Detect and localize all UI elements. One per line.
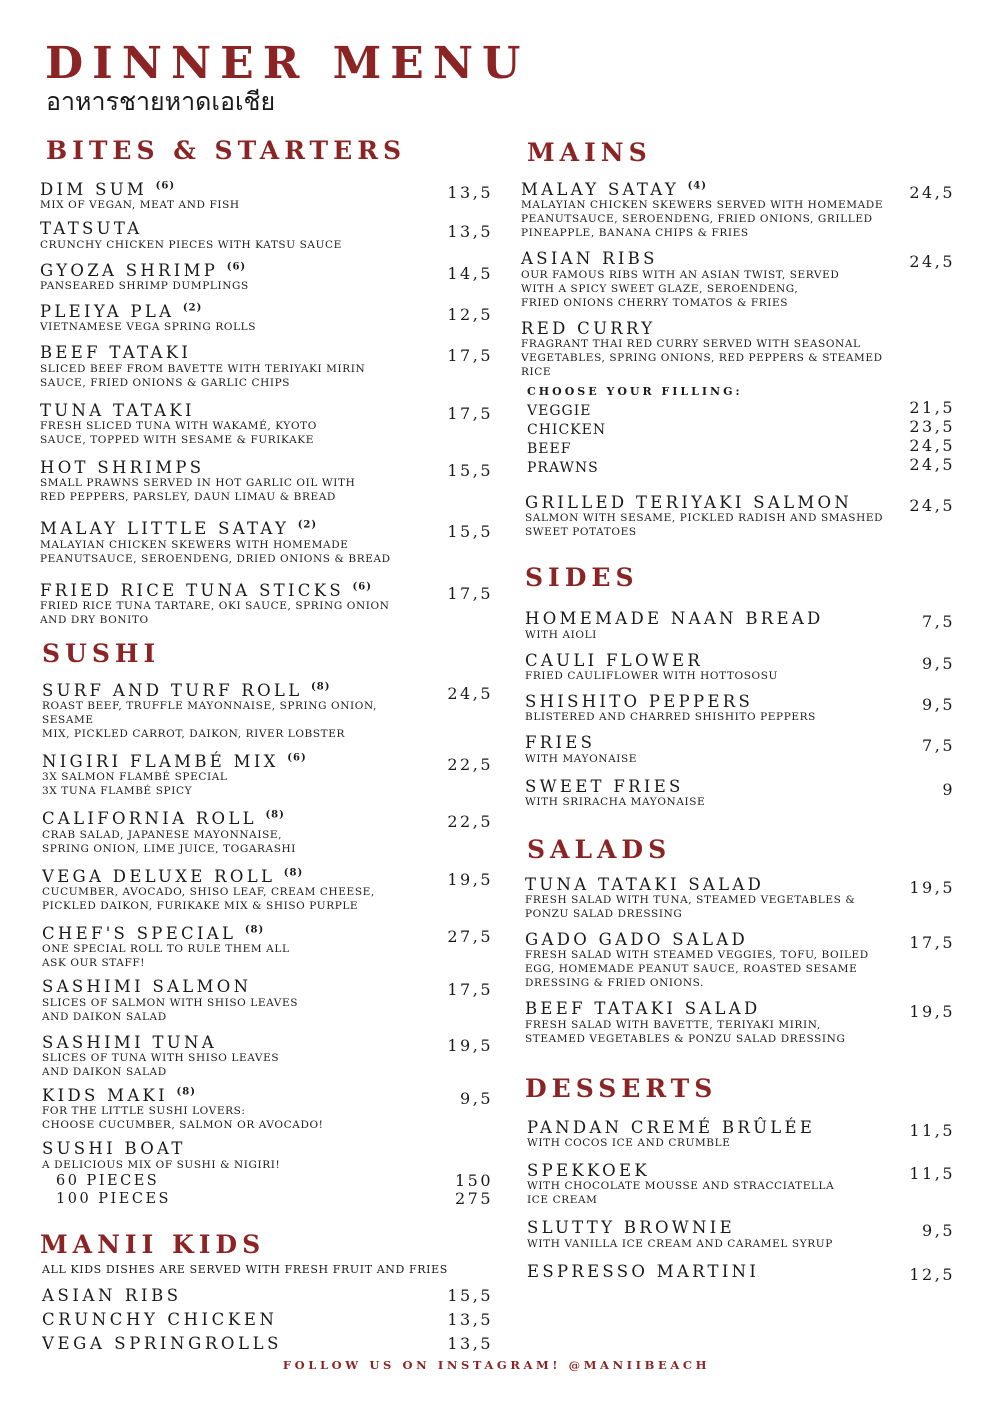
item-price: 11,5 [909,1120,955,1140]
filling-label: CHICKEN [527,421,607,438]
item-name [527,1263,957,1280]
item-description: SWEET POTATOES [525,526,637,539]
item-description: WITH SRIRACHA MAYONAISE [525,795,706,808]
item-name [525,931,957,948]
item-name [42,753,495,770]
item-name [525,734,957,751]
item-description: SLICES OF SALMON WITH SHISO LEAVES [42,996,299,1009]
menu-item [521,250,957,309]
item-quantity: (8) [244,924,265,936]
menu-item [42,868,495,913]
filling-price: 24,5 [909,435,955,455]
filling-list [527,397,957,478]
item-price: 22,5 [447,812,493,832]
item-description: FRIED ONIONS CHERRY TOMATOS & FRIES [521,296,789,309]
item-price: 22,5 [447,755,493,775]
item-name-text: PLEIYA PLA [40,301,175,321]
item-quantity: (6) [287,752,307,764]
section-desserts [521,1073,957,1284]
item-price: 13,5 [447,222,493,242]
menu-item [527,1119,957,1150]
kids-item [42,1308,495,1332]
item-quantity: (8) [283,867,304,879]
item-name [40,303,495,320]
item-name [525,610,957,627]
menu-item [40,262,495,293]
menu-item [40,303,495,334]
menu-title: DINNER MENU [45,38,530,89]
item-price: 19,5 [447,869,493,889]
item-name [40,402,495,419]
menu-item [40,402,495,447]
item-price: 9,5 [922,1221,955,1241]
item-description: VEGETABLES, SPRING ONIONS, RED PEPPERS & STEAMED [521,351,883,364]
item-description: FRESH SALAD WITH STEAMED VEGGIES, TOFU, BOILED [525,949,869,962]
filling-heading: CHOOSE YOUR FILLING: [527,384,743,398]
item-quantity: (8) [311,681,331,693]
item-description: PEANUTSAUCE, SEROENDENG, FRIED ONIONS, GRILLED [521,213,873,226]
item-price: 9 [942,779,955,799]
item-price: 24,5 [909,495,955,515]
item-name [42,978,495,995]
item-name-text: SWEET FRIES [525,776,684,796]
item-name [525,652,957,669]
menu-item [521,320,957,379]
item-name [40,262,495,279]
section-heading: SUSHI [42,638,161,668]
item-name-text: SLUTTY BROWNIE [527,1218,735,1238]
item-name [40,220,495,237]
section-heading: MANII KIDS [40,1229,266,1259]
item-name [42,925,495,942]
menu-item [525,876,957,921]
item-price: 27,5 [447,927,493,947]
item-name: ASIAN RIBS [42,1285,182,1305]
item-description: AND DRY BONITO [40,613,149,626]
item-name [527,1119,957,1136]
item-price: 12,5 [909,1264,955,1284]
filling-price: 23,5 [909,416,955,436]
item-description: AND DAIKON SALAD [42,1010,167,1023]
item-description: ONE SPECIAL ROLL TO RULE THEM ALL [42,943,290,956]
item-description: SMALL PRAWNS SERVED IN HOT GARLIC OIL WITH [40,477,356,490]
item-description: VIETNAMESE VEGA SPRING ROLLS [40,321,257,334]
item-description: FRESH SALAD WITH BAVETTE, TERIYAKI MIRIN, [525,1018,821,1031]
item-description: WITH AIOLI [525,628,597,641]
kids-item [42,1332,495,1356]
item-description: EGG, HOMEMADE PEANUT SAUCE, ROASTED SESAME [525,963,858,976]
item-name-text: CALIFORNIA ROLL [42,809,257,829]
item-price: 7,5 [922,736,955,756]
boat-option [42,1172,495,1190]
section-salads [521,834,957,1046]
menu-item [40,520,495,565]
item-quantity: (2) [182,302,203,314]
item-name-text: BEEF TATAKI [40,343,192,363]
menu-item [42,1034,495,1079]
option-price: 275 [454,1188,493,1208]
item-description: PONZU SALAD DRESSING [525,908,683,921]
filling-label: VEGGIE [527,402,592,419]
item-description: FRIED RICE TUNA TARTARE, OKI SAUCE, SPRING ONION [40,599,390,612]
menu-item [40,459,495,504]
item-description: CRAB SALAD, JAPANESE MAYONNAISE, [42,828,283,841]
menu-item [527,1219,957,1250]
menu-item [525,610,957,641]
item-description: SPRING ONION, LIME JUICE, TOGARASHI [42,842,296,855]
item-name-text: SASHIMI SALMON [42,977,252,997]
menu-item [40,582,495,627]
item-name [521,250,957,267]
item-description: PEANUTSAUCE, SEROENDENG, DRIED ONIONS & BREAD [40,552,391,565]
item-description: CUCUMBER, AVOCADO, SHISO LEAF, CREAM CHEESE, [42,886,375,899]
filling-price: 24,5 [909,454,955,474]
item-price: 13,5 [447,183,493,202]
item-quantity: (2) [297,519,318,531]
menu-item-teriyaki-salmon [525,494,957,539]
item-description: WITH MAYONAISE [525,752,638,765]
item-name [525,778,957,795]
item-name [525,1000,957,1017]
item-description: DRESSING & FRIED ONIONS. [525,977,704,990]
section-heading: BITES & STARTERS [46,136,407,165]
item-description: SAUCE, TOPPED WITH SESAME & FURIKAKE [40,433,314,446]
item-price: 7,5 [922,612,955,632]
menu-item [42,810,495,855]
item-description: RICE [521,365,552,378]
item-description: FOR THE LITTLE SUSHI LOVERS: [42,1105,246,1118]
item-description: WITH VANILLA ICE CREAM AND CARAMEL SYRUP [527,1237,833,1250]
item-name-text: SPEKKOEK [527,1161,650,1181]
item-name: GRILLED TERIYAKI SALMON [525,492,853,512]
item-price: 13,5 [447,1333,493,1353]
item-description: MALAYIAN CHICKEN SKEWERS SERVED WITH HOMEMADE [521,199,884,212]
item-name-text: HOT SHRIMPS [40,457,205,477]
item-name [40,582,495,599]
item-quantity: (6) [226,261,247,273]
item-name-text: NIGIRI FLAMBÉ MIX [42,752,279,772]
item-description: 3X TUNA FLAMBÉ SPICY [42,785,193,798]
item-description: FRAGRANT THAI RED CURRY SERVED WITH SEASONAL [521,337,861,350]
item-description: BLISTERED AND CHARRED SHISHITO PEPPERS [525,711,816,724]
menu-item [42,682,495,741]
item-quantity: (6) [352,581,372,592]
item-name [521,320,957,337]
item-name-text: SURF AND TURF ROLL [42,680,303,700]
menu-item [527,1162,957,1207]
kids-item [42,1284,495,1308]
item-price: 24,5 [909,183,955,202]
item-name-text: HOMEMADE NAAN BREAD [525,609,824,629]
item-price: 14,5 [447,263,493,283]
item-price: 13,5 [447,1309,493,1329]
menu-item [525,778,957,809]
filling-label: BEEF [527,440,572,457]
item-price: 12,5 [447,304,493,324]
item-description: MIX OF VEGAN, MEAT AND FISH [40,199,240,212]
boat-option [42,1190,495,1208]
item-name [40,181,495,198]
item-name [525,876,957,893]
item-price: 17,5 [447,403,493,423]
item-description: FRIED CAULIFLOWER WITH HOTTOSOSU [525,669,778,682]
filling-option [527,435,957,459]
item-description: WITH COCOS ICE AND CRUMBLE [527,1137,731,1150]
item-name [40,520,495,537]
item-description: PANSEARED SHRIMP DUMPLINGS [40,279,249,292]
item-name [525,693,957,710]
item-price: 15,5 [447,460,493,480]
section-heading: SALADS [527,834,672,864]
item-description: ASK OUR STAFF! [42,957,146,970]
section-sides [521,565,957,809]
instagram-footer: FOLLOW US ON INSTAGRAM! @MANIIBEACH [282,1358,711,1372]
item-description: SLICED BEEF FROM BAVETTE WITH TERIYAKI MIRIN [40,362,366,375]
item-name: SUSHI BOAT [42,1139,186,1159]
item-description: SAUCE, FRIED ONIONS & GARLIC CHIPS [40,376,291,389]
item-quantity: (4) [687,180,707,192]
item-price: 9,5 [922,653,955,673]
section-bites [40,138,495,627]
menu-item [42,978,495,1023]
item-price: 9,5 [460,1089,493,1108]
menu-item [42,1087,495,1132]
item-description: WITH A SPICY SWEET GLAZE, SEROENDENG, [521,282,799,295]
item-price: 24,5 [447,683,493,703]
item-price: 24,5 [909,252,955,272]
item-name-text: TATSUTA [40,219,143,239]
item-name-text: RED CURRY [521,318,656,338]
item-name-text: GADO GADO SALAD [525,930,749,950]
menu-subtitle-thai: อาหารชายหาดเอเชีย [46,87,276,116]
menu-item [40,220,495,251]
left-column [40,138,495,1356]
item-description: CRUNCHY CHICKEN PIECES WITH KATSU SAUCE [40,238,342,251]
item-description: STEAMED VEGETABLES & PONZU SALAD DRESSING [525,1032,846,1045]
item-description: RED PEPPERS, PARSLEY, DAUN LIMAU & BREAD [40,491,336,504]
item-name-text: VEGA DELUXE ROLL [42,866,276,886]
section-mains [521,140,957,539]
item-price: 17,5 [447,346,493,366]
item-price: 17,5 [447,583,493,603]
item-description: PICKLED DAIKON, FURIKAKE MIX & SHISO PURPLE [42,900,359,913]
menu-item [42,925,495,970]
item-name [42,1087,495,1104]
kids-note: ALL KIDS DISHES ARE SERVED WITH FRESH FRUIT AND FRIES [42,1262,448,1276]
item-name-text: SASHIMI TUNA [42,1032,217,1052]
item-description: MALAYIAN CHICKEN SKEWERS WITH HOMEMADE [40,538,349,551]
section-kids [40,1229,495,1356]
item-name-text: TUNA TATAKI SALAD [525,874,765,894]
item-description: ROAST BEEF, TRUFFLE MAYONNAISE, SPRING ONION, SESAME [42,700,378,727]
section-sushi [40,638,495,1208]
filling-price: 21,5 [909,397,955,417]
menu-item [521,181,957,240]
item-price: 19,5 [909,877,955,897]
menu-item [525,693,957,724]
item-name [521,181,957,198]
item-name-text: PANDAN CREMÉ BRÛLÉE [527,1117,816,1137]
item-description: WITH CHOCOLATE MOUSSE AND STRACCIATELLA [527,1180,835,1193]
item-name-text: ASIAN RIBS [521,249,658,269]
item-name-text: MALAY LITTLE SATAY [40,519,290,539]
item-description: SALMON WITH SESAME, PICKLED RADISH AND SMASHED [525,512,884,525]
item-name [40,459,495,476]
menu-item-sushi-boat [42,1140,495,1207]
item-name [42,682,495,699]
section-heading: DESSERTS [525,1073,718,1103]
filling-option [527,454,957,478]
item-name-text: CAULI FLOWER [525,650,704,670]
section-heading: MAINS [527,138,652,167]
item-name-text: CHEF'S SPECIAL [42,924,237,944]
item-description: SLICES OF TUNA WITH SHISO LEAVES [42,1052,280,1064]
item-description: A DELICIOUS MIX OF SUSHI & NIGIRI! [42,1158,281,1171]
item-description: CHOOSE CUCUMBER, SALMON OR AVOCADO! [42,1119,324,1132]
option-label: 100 PIECES [56,1190,171,1207]
item-price: 15,5 [447,1285,493,1305]
item-name: VEGA SPRINGROLLS [42,1333,283,1353]
item-price: 19,5 [909,1002,955,1022]
item-quantity: (8) [176,1086,196,1098]
item-description: ICE CREAM [527,1194,598,1207]
item-price: 15,5 [447,522,493,542]
item-name-text: BEEF TATAKI SALAD [525,999,761,1019]
menu-item [40,181,495,212]
item-name-text: GYOZA SHRIMP [40,260,219,280]
item-name-text: SHISHITO PEPPERS [525,691,754,711]
item-description: 3X SALMON FLAMBÉ SPECIAL [42,771,228,784]
item-description: AND DAIKON SALAD [42,1066,167,1078]
item-name [42,868,495,885]
menu-item [40,344,495,389]
item-price: 17,5 [909,933,955,953]
item-description: MIX, PICKLED CARROT, DAIKON, RIVER LOBSTER [42,728,346,741]
item-description: FRESH SLICED TUNA WITH WAKAMÉ, KYOTO [40,419,317,432]
item-name-text: KIDS MAKI [42,1086,168,1105]
menu-item [525,1000,957,1045]
menu-item [525,652,957,683]
item-name-text: ESPRESSO MARTINI [527,1261,760,1281]
menu-item [525,931,957,990]
menu-item [525,734,957,765]
item-price: 19,5 [447,1035,493,1055]
item-name-text: DIM SUM [40,180,148,199]
item-name [42,1034,495,1051]
filling-label: PRAWNS [527,459,599,476]
section-heading: SIDES [525,563,639,593]
item-description: PINEAPPLE, BANANA CHIPS & FRIES [521,227,749,240]
filling-option [527,397,957,421]
menu-item [527,1261,957,1284]
option-price: 150 [454,1170,493,1190]
item-name [42,810,495,827]
item-quantity: (8) [265,809,285,821]
item-price: 17,5 [447,980,493,1000]
item-description: FRESH SALAD WITH TUNA, STEAMED VEGETABLES & [525,894,856,907]
item-quantity: (6) [155,180,176,192]
item-name: CRUNCHY CHICKEN [42,1309,278,1329]
item-name [527,1219,957,1236]
menu-item [42,753,495,798]
item-name [40,344,495,361]
filling-option [527,416,957,440]
item-name-text: FRIES [525,733,596,753]
item-name-text: TUNA TATAKI [40,400,195,420]
item-name-text: MALAY SATAY [521,180,680,199]
item-description: OUR FAMOUS RIBS WITH AN ASIAN TWIST, SERVED [521,268,840,281]
item-price: 9,5 [922,694,955,714]
option-label: 60 PIECES [56,1172,160,1189]
item-name [527,1162,957,1179]
item-price: 11,5 [909,1164,955,1184]
right-column [521,138,957,1284]
item-name-text: FRIED RICE TUNA STICKS [40,580,344,600]
